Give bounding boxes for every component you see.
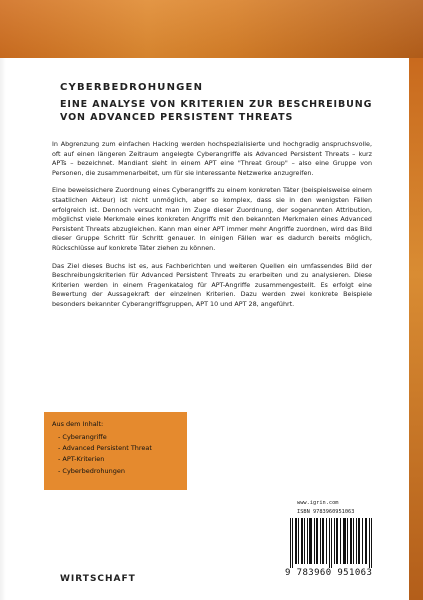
book-subtitle: EINE ANALYSE VON KRITERIEN ZUR BESCHREIBUNG VON ADVANCED PERSISTENT THREATS [60, 99, 373, 123]
contents-item: - Cyberangriffe [58, 432, 152, 443]
blurb-paragraph: Eine beweissichere Zuordnung eines Cyberangriffs zu einem konkreten Täter (beispielsweise einem staatlichen Akteur) ist nicht unmöglich, aber so komplex, dass sie in den wenigsten Fällen erfolgreich ist. Dennoch versucht man im Zuge dieser Zuordnung, der sogenannten Attribution, möglichst viele Merkmale eines konkreten Angriffs mit den bekannten Merkmalen eines Advanced Persistent Threats abzugleichen. Kann man einer APT immer mehr Angriffe zuordnen, wird das Bild dieser Gruppe Schritt für Schritt genauer. In einigen Fällen war es dadurch bereits möglich, Rückschlüsse auf konkrete Täter ziehen zu können. [52, 186, 372, 252]
blurb-paragraph: Das Ziel dieses Buchs ist es, aus Fachberichten und weiteren Quellen ein umfassendes Bild der Beschreibungskriterien für Advanced Persistent Threats zu erarbeiten und zu analysieren. Diese Kriterien werden in einem Fragenkatalog für APT-Angriffe zusammengestellt. Es erfolgt eine Bewertung der Aussagekraft der einzelnen Kriterien. Dazu werden zwei konkrete Beispiele besonders bekannter Cyberangriffsgruppen, APT 10 und APT 28, angeführt. [52, 261, 372, 308]
top-orange-band [0, 0, 423, 58]
blurb-text [52, 140, 372, 318]
contents-list [58, 432, 152, 477]
right-orange-strip [409, 58, 423, 600]
spine-shadow [0, 58, 6, 600]
publisher-url: www.igrin.com [297, 500, 339, 506]
book-title: CYBERBEDROHUNGEN [60, 82, 204, 93]
contents-heading: Aus dem Inhalt: [52, 420, 104, 428]
barcode-area [283, 496, 380, 586]
contents-item: - Cyberbedrohungen [58, 466, 152, 477]
blurb-paragraph: In Abgrenzung zum einfachen Hacking werden hochspezialisierte und hochgradig anspruchsvolle, oft auf einen längeren Zeitraum angelegte Cyberangriffe als Advanced Persistent Threats – kurz APTs – bezeichnet. Mandiant sieht in einem APT eine "Threat Group" – also eine Gruppe von Personen, die zusammenarbeitet, um für sie interessante Netzwerke anzugreifen. [52, 140, 372, 177]
category-label: WIRTSCHAFT [60, 574, 136, 584]
isbn-number: ISBN 9783960951063 [297, 509, 355, 515]
barcode-icon [289, 518, 375, 568]
contents-box [44, 412, 187, 490]
barcode-digits: 9 783960 951063 [285, 568, 373, 578]
contents-item: - APT-Kriterien [58, 454, 152, 465]
contents-item: - Advanced Persistent Threat [58, 443, 152, 454]
